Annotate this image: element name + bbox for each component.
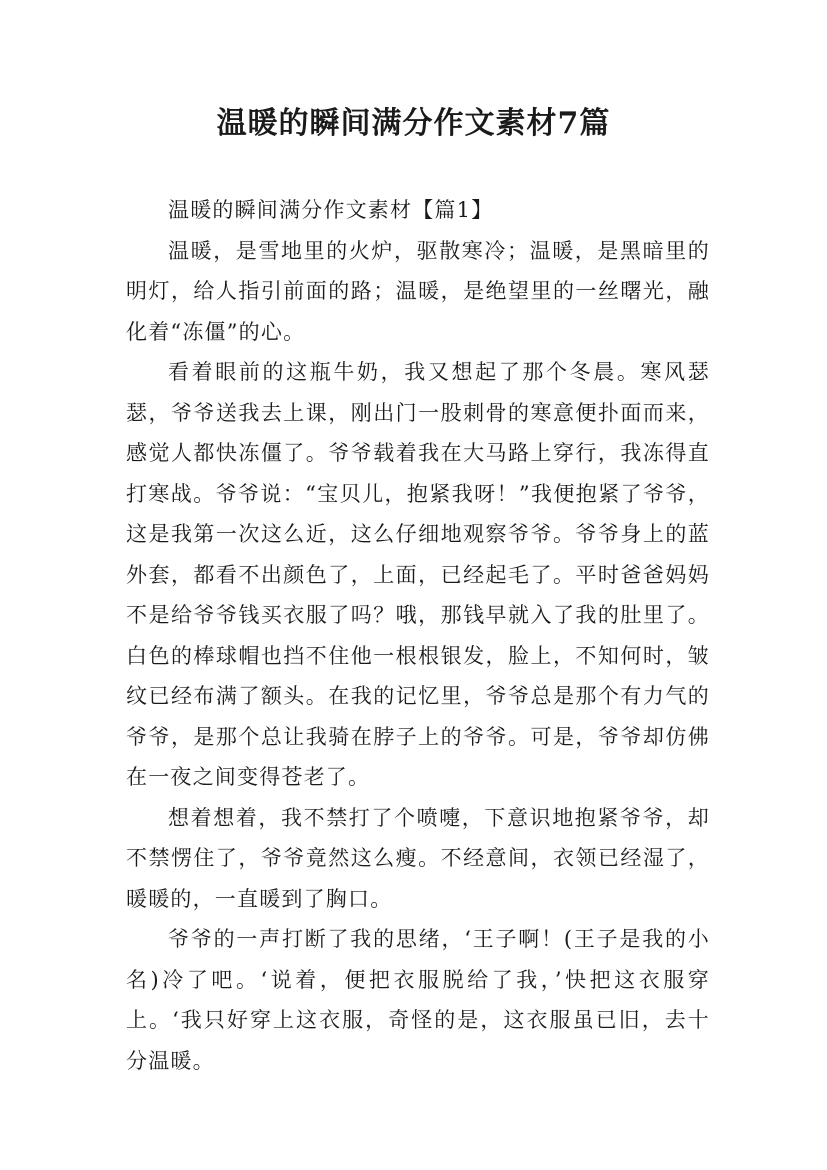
paragraph: 温暖，是雪地里的火炉，驱散寒冷；温暖，是黑暗里的明灯，给人指引前面的路；温暖，是绝望里的一丝曙光，融化着“冻僵”的心。	[126, 238, 710, 344]
document-title: 温暖的瞬间满分作文素材7篇	[216, 106, 611, 141]
paragraph: 看着眼前的这瓶牛奶，我又想起了那个冬晨。寒风瑟瑟，爷爷送我去上课，刚出门一股刺骨的寒意便扑面而来，感觉人都快冻僵了。爷爷载着我在大马路上穿行，我冻得直打寒战。爷爷说：“宝贝儿，抱紧我呀！”我便抱紧了爷爷，这是我第一次这么近，这么仔细地观察爷爷。爷爷身上的蓝外套，都看不出颜色了，上面，已经起毛了。平时爸爸妈妈不是给爷爷钱买衣服了吗？哦，那钱早就入了我的肚里了。白色的棒球帽也挡不住他一根根银发，脸上，不知何时，皱纹已经布满了额头。在我的记忆里，爷爷总是那个有力气的爷爷，是那个总让我骑在脖子上的爷爷。可是，爷爷却仿佛在一夜之间变得苍老了。	[126, 360, 710, 789]
section-heading: 温暖的瞬间满分作文素材【篇1】	[168, 198, 494, 222]
document-body	[126, 190, 710, 1081]
paragraph: 想着想着，我不禁打了个喷嚏，下意识地抱紧爷爷，却不禁愣住了，爷爷竟然这么瘦。不经意间，衣领已经湿了，暖暖的，一直暖到了胸口。	[126, 805, 710, 911]
paragraph: 爷爷的一声打断了我的思绪，‘王子啊！(王子是我的小名)冷了吧。‘说着，便把衣服脱给了我，’快把这衣服穿上。‘我只好穿上这衣服，奇怪的是，这衣服虽已旧，去十分温暖。	[126, 927, 710, 1073]
